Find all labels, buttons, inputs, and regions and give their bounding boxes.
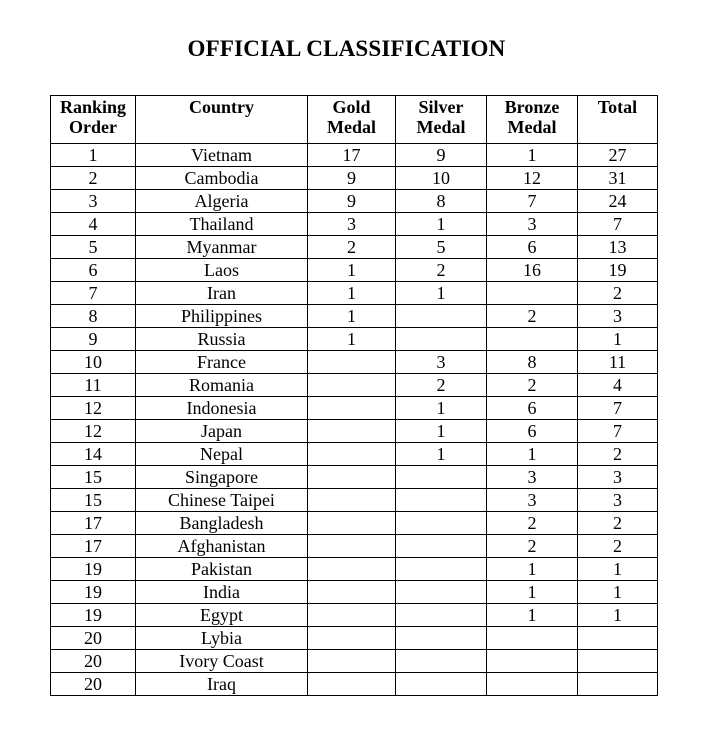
total-cell: 24 xyxy=(578,190,658,213)
bronze-medal-cell: 7 xyxy=(487,190,578,213)
bronze-medal-cell: 8 xyxy=(487,351,578,374)
total-cell: 7 xyxy=(578,397,658,420)
rank-cell: 2 xyxy=(51,167,136,190)
country-cell: France xyxy=(136,351,308,374)
rank-cell: 19 xyxy=(51,558,136,581)
rank-cell: 14 xyxy=(51,443,136,466)
bronze-medal-cell: 3 xyxy=(487,213,578,236)
gold-medal-cell: 1 xyxy=(308,282,396,305)
rank-cell: 17 xyxy=(51,512,136,535)
total-cell: 4 xyxy=(578,374,658,397)
total-cell: 7 xyxy=(578,420,658,443)
table-row xyxy=(51,351,658,374)
table-row xyxy=(51,213,658,236)
gold-medal-cell: 1 xyxy=(308,259,396,282)
silver-medal-cell xyxy=(396,512,487,535)
table-row xyxy=(51,144,658,167)
header-ranking-order xyxy=(51,96,136,144)
gold-medal-cell xyxy=(308,351,396,374)
rank-cell: 5 xyxy=(51,236,136,259)
total-cell xyxy=(578,627,658,650)
silver-medal-cell: 9 xyxy=(396,144,487,167)
header-row xyxy=(51,96,658,144)
total-cell: 2 xyxy=(578,535,658,558)
country-cell: India xyxy=(136,581,308,604)
rank-cell: 19 xyxy=(51,604,136,627)
gold-medal-cell xyxy=(308,558,396,581)
country-cell: Philippines xyxy=(136,305,308,328)
bronze-medal-cell: 3 xyxy=(487,466,578,489)
silver-medal-cell xyxy=(396,673,487,696)
bronze-medal-cell xyxy=(487,328,578,351)
silver-medal-cell xyxy=(396,650,487,673)
rank-cell: 11 xyxy=(51,374,136,397)
silver-medal-cell: 1 xyxy=(396,282,487,305)
total-cell: 2 xyxy=(578,512,658,535)
total-cell: 3 xyxy=(578,489,658,512)
table-row xyxy=(51,535,658,558)
bronze-medal-cell: 3 xyxy=(487,489,578,512)
header-gold-medal xyxy=(308,96,396,144)
gold-medal-cell xyxy=(308,535,396,558)
country-cell: Thailand xyxy=(136,213,308,236)
table-row xyxy=(51,236,658,259)
bronze-medal-cell: 2 xyxy=(487,535,578,558)
bronze-medal-cell xyxy=(487,282,578,305)
country-cell: Singapore xyxy=(136,466,308,489)
table-row xyxy=(51,305,658,328)
bronze-medal-cell: 16 xyxy=(487,259,578,282)
country-cell: Russia xyxy=(136,328,308,351)
total-cell: 1 xyxy=(578,581,658,604)
total-cell: 13 xyxy=(578,236,658,259)
table-row xyxy=(51,558,658,581)
bronze-medal-cell xyxy=(487,627,578,650)
header-silver-medal-line-1: Silver xyxy=(418,97,464,117)
rank-cell: 6 xyxy=(51,259,136,282)
table-row xyxy=(51,512,658,535)
table-row xyxy=(51,190,658,213)
gold-medal-cell xyxy=(308,650,396,673)
rank-cell: 19 xyxy=(51,581,136,604)
silver-medal-cell: 1 xyxy=(396,420,487,443)
rank-cell: 15 xyxy=(51,466,136,489)
bronze-medal-cell: 2 xyxy=(487,512,578,535)
table-row xyxy=(51,604,658,627)
header-country xyxy=(136,96,308,144)
bronze-medal-cell: 6 xyxy=(487,420,578,443)
total-cell: 3 xyxy=(578,305,658,328)
header-silver-medal-line-2: Medal xyxy=(416,117,466,137)
table-row xyxy=(51,397,658,420)
header-ranking-order-line-1: Ranking xyxy=(59,97,127,117)
total-cell: 19 xyxy=(578,259,658,282)
gold-medal-cell: 17 xyxy=(308,144,396,167)
country-cell: Afghanistan xyxy=(136,535,308,558)
gold-medal-cell: 3 xyxy=(308,213,396,236)
header-silver-medal xyxy=(396,96,487,144)
silver-medal-cell: 2 xyxy=(396,374,487,397)
header-total-line-1: Total xyxy=(597,97,638,117)
country-cell: Bangladesh xyxy=(136,512,308,535)
silver-medal-cell: 10 xyxy=(396,167,487,190)
total-cell xyxy=(578,650,658,673)
gold-medal-cell xyxy=(308,673,396,696)
silver-medal-cell xyxy=(396,535,487,558)
header-bronze-medal-line-2: Medal xyxy=(507,117,557,137)
bronze-medal-cell: 6 xyxy=(487,236,578,259)
table-row xyxy=(51,650,658,673)
gold-medal-cell xyxy=(308,627,396,650)
silver-medal-cell xyxy=(396,581,487,604)
country-cell: Pakistan xyxy=(136,558,308,581)
silver-medal-cell xyxy=(396,489,487,512)
country-cell: Vietnam xyxy=(136,144,308,167)
total-cell: 31 xyxy=(578,167,658,190)
silver-medal-cell xyxy=(396,604,487,627)
rank-cell: 9 xyxy=(51,328,136,351)
rank-cell: 10 xyxy=(51,351,136,374)
header-bronze-medal xyxy=(487,96,578,144)
country-cell: Algeria xyxy=(136,190,308,213)
rank-cell: 4 xyxy=(51,213,136,236)
silver-medal-cell: 3 xyxy=(396,351,487,374)
silver-medal-cell xyxy=(396,627,487,650)
rank-cell: 3 xyxy=(51,190,136,213)
header-bronze-medal-line-1: Bronze xyxy=(504,97,560,117)
gold-medal-cell xyxy=(308,512,396,535)
bronze-medal-cell: 1 xyxy=(487,443,578,466)
country-cell: Lybia xyxy=(136,627,308,650)
country-cell: Japan xyxy=(136,420,308,443)
silver-medal-cell xyxy=(396,305,487,328)
gold-medal-cell xyxy=(308,420,396,443)
gold-medal-cell: 2 xyxy=(308,236,396,259)
page-title: OFFICIAL CLASSIFICATION xyxy=(187,36,506,61)
country-cell: Iran xyxy=(136,282,308,305)
total-cell: 1 xyxy=(578,604,658,627)
total-cell: 7 xyxy=(578,213,658,236)
bronze-medal-cell: 1 xyxy=(487,581,578,604)
bronze-medal-cell: 6 xyxy=(487,397,578,420)
bronze-medal-cell: 1 xyxy=(487,558,578,581)
total-cell xyxy=(578,673,658,696)
bronze-medal-cell: 1 xyxy=(487,604,578,627)
rank-cell: 7 xyxy=(51,282,136,305)
country-cell: Myanmar xyxy=(136,236,308,259)
table-row xyxy=(51,420,658,443)
gold-medal-cell xyxy=(308,466,396,489)
country-cell: Laos xyxy=(136,259,308,282)
total-cell: 3 xyxy=(578,466,658,489)
header-country-line-1: Country xyxy=(188,97,254,117)
silver-medal-cell: 8 xyxy=(396,190,487,213)
rank-cell: 15 xyxy=(51,489,136,512)
rank-cell: 12 xyxy=(51,420,136,443)
country-cell: Chinese Taipei xyxy=(136,489,308,512)
country-cell: Indonesia xyxy=(136,397,308,420)
table-row xyxy=(51,282,658,305)
country-cell: Egypt xyxy=(136,604,308,627)
bronze-medal-cell xyxy=(487,673,578,696)
gold-medal-cell xyxy=(308,397,396,420)
table-body xyxy=(51,144,658,696)
gold-medal-cell: 1 xyxy=(308,328,396,351)
table-row xyxy=(51,581,658,604)
table-row xyxy=(51,627,658,650)
silver-medal-cell: 1 xyxy=(396,443,487,466)
table-row xyxy=(51,466,658,489)
header-gold-medal-line-1: Gold xyxy=(332,97,371,117)
rank-cell: 20 xyxy=(51,627,136,650)
table-row xyxy=(51,374,658,397)
bronze-medal-cell: 1 xyxy=(487,144,578,167)
silver-medal-cell: 1 xyxy=(396,397,487,420)
header-gold-medal-line-2: Medal xyxy=(327,117,376,137)
header-total xyxy=(578,96,658,144)
country-cell: Nepal xyxy=(136,443,308,466)
total-cell: 2 xyxy=(578,282,658,305)
total-cell: 11 xyxy=(578,351,658,374)
country-cell: Ivory Coast xyxy=(136,650,308,673)
gold-medal-cell xyxy=(308,489,396,512)
gold-medal-cell xyxy=(308,581,396,604)
bronze-medal-cell: 2 xyxy=(487,374,578,397)
gold-medal-cell xyxy=(308,374,396,397)
rank-cell: 20 xyxy=(51,650,136,673)
bronze-medal-cell: 12 xyxy=(487,167,578,190)
rank-cell: 20 xyxy=(51,673,136,696)
silver-medal-cell: 1 xyxy=(396,213,487,236)
country-cell: Cambodia xyxy=(136,167,308,190)
total-cell: 1 xyxy=(578,328,658,351)
table-row xyxy=(51,259,658,282)
header-ranking-order-line-2: Order xyxy=(69,117,117,137)
table-row xyxy=(51,673,658,696)
bronze-medal-cell xyxy=(487,650,578,673)
gold-medal-cell: 1 xyxy=(308,305,396,328)
silver-medal-cell xyxy=(396,558,487,581)
table-row xyxy=(51,328,658,351)
rank-cell: 17 xyxy=(51,535,136,558)
gold-medal-cell: 9 xyxy=(308,167,396,190)
silver-medal-cell xyxy=(396,328,487,351)
table-row xyxy=(51,489,658,512)
rank-cell: 1 xyxy=(51,144,136,167)
total-cell: 2 xyxy=(578,443,658,466)
table-row xyxy=(51,167,658,190)
total-cell: 1 xyxy=(578,558,658,581)
gold-medal-cell xyxy=(308,604,396,627)
gold-medal-cell xyxy=(308,443,396,466)
rank-cell: 8 xyxy=(51,305,136,328)
silver-medal-cell: 5 xyxy=(396,236,487,259)
rank-cell: 12 xyxy=(51,397,136,420)
country-cell: Romania xyxy=(136,374,308,397)
classification-table xyxy=(50,95,658,696)
total-cell: 27 xyxy=(578,144,658,167)
country-cell: Iraq xyxy=(136,673,308,696)
table-row xyxy=(51,443,658,466)
silver-medal-cell: 2 xyxy=(396,259,487,282)
silver-medal-cell xyxy=(396,466,487,489)
bronze-medal-cell: 2 xyxy=(487,305,578,328)
gold-medal-cell: 9 xyxy=(308,190,396,213)
